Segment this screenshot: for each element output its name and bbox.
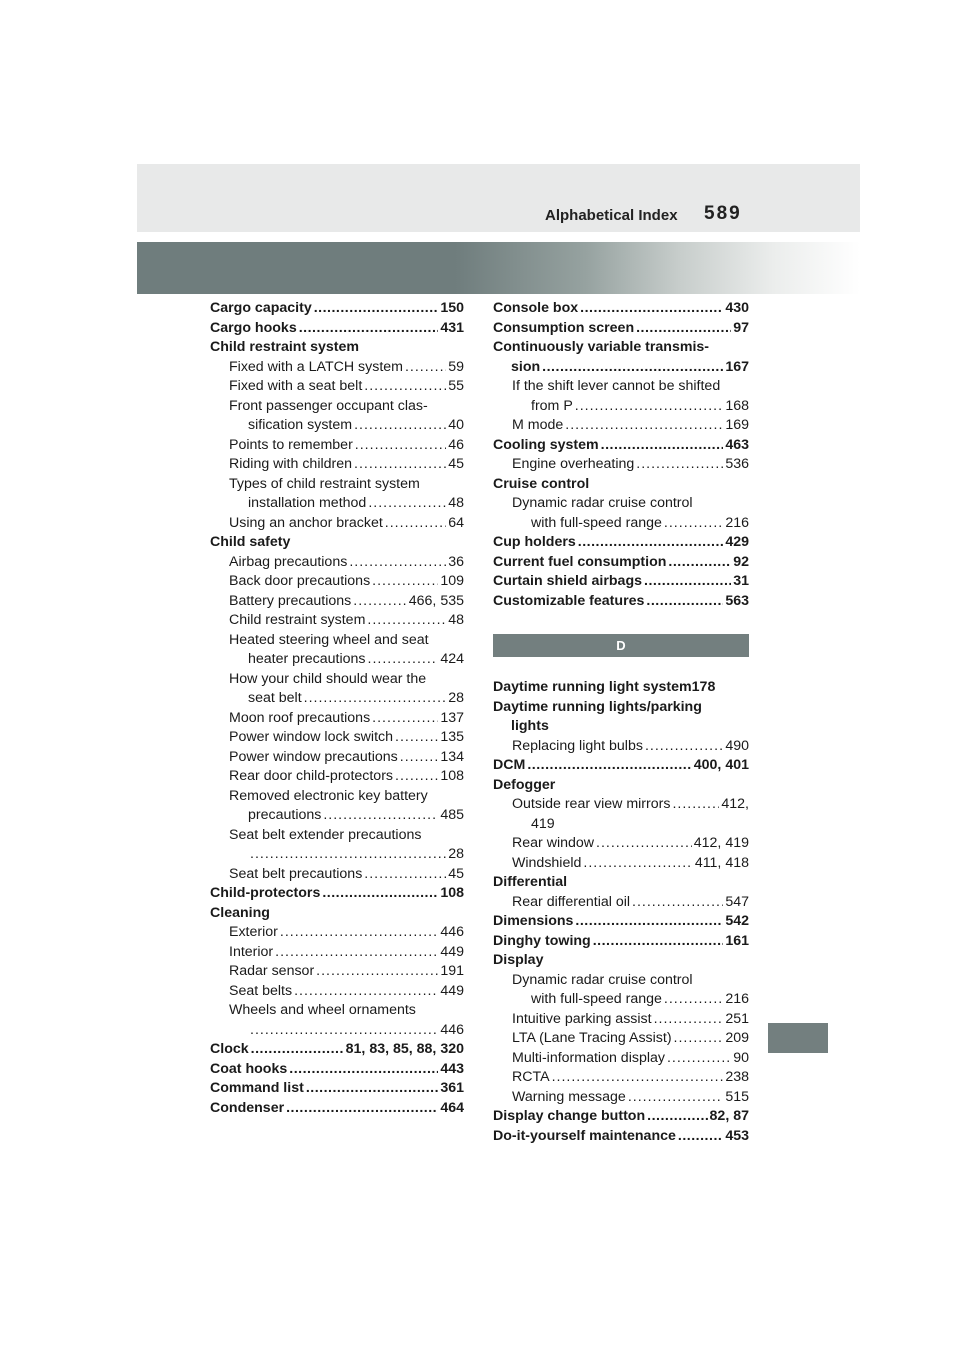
- index-entry: [210, 455, 464, 475]
- index-column-right: [493, 299, 749, 1146]
- index-entry: [493, 893, 749, 913]
- index-entry-page: 515: [725, 1088, 749, 1105]
- index-entry: [493, 756, 749, 776]
- dot-leader: [323, 806, 438, 826]
- index-entry-label: sification system: [248, 417, 353, 433]
- dot-leader: [354, 455, 446, 475]
- dot-leader: [632, 893, 723, 913]
- dot-leader: [578, 533, 724, 553]
- index-entry-label: Power window lock switch: [229, 729, 394, 745]
- index-entry: [210, 553, 464, 573]
- index-entry-label: Cargo capacity: [210, 300, 312, 316]
- index-entry-label: Heated steering wheel and seat: [229, 631, 429, 648]
- index-entry: [493, 1107, 749, 1127]
- index-entry-page: 463: [725, 436, 749, 453]
- index-entry-page: 167: [725, 358, 749, 375]
- index-entry: [210, 709, 464, 729]
- index-entry-label: RCTA: [512, 1069, 550, 1085]
- index-entry: [493, 572, 749, 592]
- dot-leader: [289, 1060, 438, 1080]
- index-entry: [210, 299, 464, 319]
- index-entry-label: Console box: [493, 300, 579, 316]
- index-entry-label: Child safety: [210, 534, 291, 550]
- dot-leader: [596, 834, 692, 854]
- index-entry-label: Current fuel consumption: [493, 553, 667, 570]
- index-entry: [493, 319, 749, 339]
- dot-leader: [275, 943, 438, 963]
- index-entry: [493, 990, 749, 1010]
- index-entry-page: 547: [725, 893, 749, 910]
- dot-leader: [304, 689, 447, 709]
- index-entry: [210, 748, 464, 768]
- index-entry: [493, 698, 749, 718]
- index-entry-page: 137: [440, 709, 464, 726]
- dot-leader: [575, 912, 723, 932]
- index-entry: [493, 494, 749, 514]
- dot-leader: [250, 845, 446, 865]
- index-entry: [493, 299, 749, 319]
- dot-leader: [280, 923, 438, 943]
- index-entry-label: Clock: [210, 1041, 249, 1057]
- index-entry-page: 45: [448, 865, 464, 882]
- index-entry-page: 361: [440, 1080, 464, 1096]
- index-entry-page: 400, 401: [693, 757, 749, 773]
- index-entry: [210, 631, 464, 651]
- index-entry-label: Using an anchor bracket: [229, 514, 383, 531]
- index-entry-page: 48: [448, 495, 464, 511]
- index-entry: [493, 1088, 749, 1108]
- index-entry: [210, 943, 464, 963]
- dot-leader: [674, 1029, 724, 1049]
- dot-leader: [286, 1099, 438, 1119]
- index-entry-label: Daytime running light system178: [493, 679, 716, 695]
- index-entry-page: 135: [440, 729, 464, 745]
- index-entry-label: Battery precautions: [229, 592, 352, 609]
- index-entry: [493, 971, 749, 991]
- dot-leader: [580, 299, 723, 319]
- index-entry: [210, 397, 464, 417]
- index-entry-label: Intuitive parking assist: [512, 1010, 652, 1027]
- index-entry-page: 109: [440, 573, 464, 589]
- index-entry: [210, 436, 464, 456]
- dot-leader: [542, 358, 723, 378]
- header-gradient-bar: [137, 242, 860, 294]
- index-entry-page: 209: [725, 1030, 749, 1046]
- index-entry-page: 251: [725, 1010, 749, 1027]
- index-entry: [210, 962, 464, 982]
- index-entry: [493, 737, 749, 757]
- dot-leader: [636, 319, 731, 339]
- index-entry: [210, 826, 464, 846]
- index-entry: [493, 533, 749, 553]
- section-header-d: D: [493, 634, 749, 657]
- index-entry-label: Cargo hooks: [210, 319, 297, 336]
- index-entry-label: Engine overheating: [512, 456, 635, 472]
- index-entry: [210, 1079, 464, 1099]
- dot-leader: [364, 865, 446, 885]
- index-entry-page: 449: [440, 982, 464, 999]
- index-entry-label: Interior: [229, 943, 274, 960]
- index-entry-label: Airbag precautions: [229, 553, 348, 570]
- dot-leader: [667, 1049, 731, 1069]
- dot-leader: [395, 767, 438, 787]
- index-entry-label: lights: [511, 718, 549, 734]
- index-entry: [493, 416, 749, 436]
- index-entry: [210, 338, 464, 358]
- index-entry-page: 97: [733, 319, 749, 336]
- index-entry-label: Outside rear view mirrors: [512, 796, 671, 812]
- dot-leader: [395, 728, 438, 748]
- index-entry: [210, 494, 464, 514]
- index-entry-label: from P: [531, 397, 573, 414]
- index-entry-page: 453: [725, 1127, 749, 1144]
- index-entry: [210, 865, 464, 885]
- dot-leader: [646, 592, 723, 612]
- index-entry: [493, 912, 749, 932]
- index-section-c-continued: [493, 299, 749, 611]
- index-entry: [493, 854, 749, 874]
- dot-leader: [364, 377, 446, 397]
- index-entry-label: Cooling system: [493, 436, 599, 453]
- index-entry: [493, 815, 749, 835]
- index-entry-page: 168: [725, 397, 749, 414]
- index-entry: [493, 338, 749, 358]
- index-entry-label: Back door precautions: [229, 573, 371, 589]
- index-entry: [493, 377, 749, 397]
- index-entry-label: Riding with children: [229, 456, 353, 472]
- index-entry-page: 443: [440, 1060, 464, 1077]
- index-entry-label: Child restraint system: [210, 339, 360, 355]
- dot-leader: [372, 709, 438, 729]
- index-entry-page: 36: [448, 553, 464, 570]
- index-entry-label: Cruise control: [493, 475, 590, 492]
- index-entry-label: If the shift lever cannot be shifted: [512, 378, 721, 394]
- index-entry: [210, 1001, 464, 1021]
- index-entry-page: 108: [440, 768, 464, 784]
- index-entry-page: 216: [725, 991, 749, 1007]
- dot-leader: [385, 514, 446, 534]
- index-entry: [493, 717, 749, 737]
- dot-leader: [645, 737, 723, 757]
- index-entry: [210, 728, 464, 748]
- index-entry-label: Rear door child-protectors: [229, 768, 394, 784]
- index-entry-label: How your child should wear the: [229, 670, 427, 687]
- index-entry: [210, 377, 464, 397]
- index-entry-label: precautions: [248, 807, 322, 823]
- index-entry-label: Child-protectors: [210, 885, 321, 901]
- index-entry-page: 161: [725, 932, 749, 949]
- dot-leader: [593, 932, 724, 952]
- dot-leader: [636, 455, 723, 475]
- index-entry-label: Exterior: [229, 924, 278, 940]
- index-entry: [210, 767, 464, 787]
- index-entry: [493, 455, 749, 475]
- index-entry-page: 134: [440, 748, 464, 765]
- index-entry-label: Dynamic radar cruise control: [512, 971, 693, 988]
- index-entry: [210, 475, 464, 495]
- dot-leader: [672, 795, 719, 815]
- dot-leader: [664, 514, 723, 534]
- index-entry-page: 150: [440, 300, 464, 316]
- index-entry-label: Power window precautions: [229, 748, 398, 765]
- index-entry: [210, 904, 464, 924]
- index-entry-label: Removed electronic key battery: [229, 787, 428, 804]
- index-entry: [493, 776, 749, 796]
- index-entry: [210, 1099, 464, 1119]
- index-entry-label: 419: [531, 815, 555, 832]
- index-entry-page: 429: [725, 534, 749, 550]
- index-entry: [493, 1127, 749, 1147]
- index-entry-label: Daytime running lights/parking: [493, 698, 702, 715]
- index-entry: [210, 982, 464, 1002]
- index-entry-page: 536: [725, 456, 749, 472]
- index-entry-label: with full-speed range: [531, 991, 662, 1007]
- index-entry: [210, 670, 464, 690]
- dot-leader: [628, 1088, 724, 1108]
- index-entry-label: Rear window: [512, 835, 595, 851]
- index-entry-page: 485: [440, 807, 464, 823]
- index-entry: [210, 1060, 464, 1080]
- index-entry-page: 81, 83, 85, 88, 320: [345, 1041, 464, 1057]
- page-number: 589: [704, 203, 742, 224]
- index-entry-label: M mode: [512, 417, 564, 433]
- index-entry-page: 64: [448, 514, 464, 531]
- index-entry-page: 28: [448, 846, 464, 862]
- dot-leader: [647, 1107, 707, 1127]
- dot-leader: [400, 748, 439, 768]
- index-entry-page: 449: [440, 943, 464, 960]
- index-entry: [210, 514, 464, 534]
- dot-leader: [664, 990, 723, 1010]
- index-entry-label: Dimensions: [493, 913, 574, 929]
- index-entry: [493, 475, 749, 495]
- index-entry-label: Radar sensor: [229, 963, 315, 979]
- index-entry-page: 464: [440, 1099, 464, 1116]
- dot-leader: [314, 299, 439, 319]
- dot-leader: [299, 319, 439, 339]
- index-entry: [493, 873, 749, 893]
- index-entry-label: Condenser: [210, 1099, 285, 1116]
- index-entry-page: 238: [725, 1069, 749, 1085]
- dot-leader: [565, 416, 723, 436]
- index-entry-label: Fixed with a seat belt: [229, 378, 363, 394]
- index-entry-label: Cup holders: [493, 534, 576, 550]
- index-entry: [210, 923, 464, 943]
- dot-leader: [322, 884, 438, 904]
- dot-leader: [251, 1040, 344, 1060]
- index-entry-label: Seat belts: [229, 982, 293, 999]
- index-entry: [210, 806, 464, 826]
- index-entry: [493, 436, 749, 456]
- index-entry: [493, 397, 749, 417]
- index-entry-page: 169: [725, 417, 749, 433]
- index-entry-page: 430: [725, 300, 749, 316]
- index-entry: [493, 1068, 749, 1088]
- index-entry: [493, 1029, 749, 1049]
- index-entry-page: 216: [725, 514, 749, 531]
- index-entry-label: Coat hooks: [210, 1060, 288, 1077]
- index-entry: [210, 572, 464, 592]
- index-entry-label: Defogger: [493, 776, 556, 793]
- index-entry-label: Child restraint system: [229, 612, 366, 628]
- index-entry: [210, 787, 464, 807]
- index-entry-label: Points to remember: [229, 436, 353, 453]
- index-entry-label: Rear differential oil: [512, 893, 631, 910]
- index-section-d: [493, 678, 749, 1146]
- dot-leader: [575, 397, 724, 417]
- dot-leader: [552, 1068, 724, 1088]
- dot-leader: [250, 1021, 438, 1041]
- index-entry-label: Cleaning: [210, 904, 270, 921]
- index-entry-page: 431: [440, 319, 464, 336]
- index-entry-label: Windshield: [512, 854, 582, 871]
- dot-leader: [294, 982, 438, 1002]
- index-entry-label: Replacing light bulbs: [512, 737, 643, 754]
- index-entry-page: 411, 418: [694, 854, 749, 871]
- dot-leader: [678, 1127, 723, 1147]
- index-entry-page: 45: [448, 456, 464, 472]
- dot-leader: [306, 1079, 439, 1099]
- index-entry-page: 490: [725, 737, 749, 754]
- index-entry-page: 55: [448, 378, 464, 394]
- index-entry-page: 40: [448, 417, 464, 433]
- page-header-title: Alphabetical Index: [545, 207, 678, 224]
- index-entry-label: Fixed with a LATCH system: [229, 358, 403, 375]
- index-entry: [210, 1040, 464, 1060]
- index-entry-page: 59: [448, 358, 464, 375]
- index-entry-page: 28: [448, 690, 464, 706]
- index-entry-label: Continuously variable transmis-: [493, 339, 710, 355]
- index-entry-label: sion: [511, 358, 541, 375]
- index-entry-label: LTA (Lane Tracing Assist): [512, 1030, 672, 1046]
- index-entry: [210, 319, 464, 339]
- index-entry-label: Dinghy towing: [493, 932, 591, 949]
- index-entry-page: 92: [733, 553, 749, 570]
- dot-leader: [316, 962, 438, 982]
- index-entry-page: 48: [448, 612, 464, 628]
- index-entry-label: Consumption screen: [493, 319, 635, 336]
- index-entry: [210, 650, 464, 670]
- dot-leader: [601, 436, 724, 456]
- index-entry: [493, 358, 749, 378]
- index-entry-page: 191: [440, 963, 464, 979]
- index-entry-label: Moon roof precautions: [229, 709, 371, 726]
- index-column-left: [210, 299, 464, 1118]
- dot-leader: [368, 650, 439, 670]
- index-entry: [493, 678, 749, 698]
- index-entry: [210, 1021, 464, 1041]
- index-entry-label: Command list: [210, 1080, 304, 1096]
- index-entry-page: 90: [733, 1049, 749, 1066]
- index-entry: [210, 592, 464, 612]
- index-entry-label: Wheels and wheel ornaments: [229, 1002, 416, 1018]
- dot-leader: [527, 756, 691, 776]
- index-entry-label: Warning message: [512, 1088, 626, 1105]
- index-entry: [493, 592, 749, 612]
- header-band: [137, 164, 860, 232]
- index-entry-page: 563: [725, 592, 749, 609]
- index-entry-label: Display: [493, 952, 544, 968]
- index-entry: [493, 553, 749, 573]
- dot-leader: [354, 416, 446, 436]
- index-entry-label: Seat belt extender precautions: [229, 826, 422, 843]
- index-entry: [493, 932, 749, 952]
- index-entry: [493, 795, 749, 815]
- index-entry-label: Customizable features: [493, 592, 645, 609]
- index-entry: [210, 845, 464, 865]
- index-entry: [210, 611, 464, 631]
- index-entry: [493, 1010, 749, 1030]
- index-entry: [210, 358, 464, 378]
- index-entry-label: Front passenger occupant clas-: [229, 397, 428, 414]
- dot-leader: [668, 553, 731, 573]
- index-entry-page: 466, 535: [408, 592, 464, 609]
- dot-leader: [349, 553, 446, 573]
- index-entry: [493, 834, 749, 854]
- index-entry: [493, 951, 749, 971]
- dot-leader: [654, 1010, 724, 1030]
- index-entry-label: Dynamic radar cruise control: [512, 495, 693, 511]
- index-entry-label: Differential: [493, 874, 568, 890]
- index-entry-label: Types of child restraint system: [229, 475, 420, 492]
- index-entry: [210, 884, 464, 904]
- index-entry-page: 108: [440, 885, 464, 901]
- index-entry-label: Seat belt precautions: [229, 865, 363, 882]
- dot-leader: [355, 436, 446, 456]
- index-entry: [210, 416, 464, 436]
- index-entry-page: 412,: [721, 796, 749, 812]
- index-entry-page: 46: [448, 436, 464, 453]
- index-entry-label: installation method: [248, 495, 367, 511]
- dot-leader: [644, 572, 731, 592]
- dot-leader: [353, 592, 407, 612]
- index-entry-page: 446: [440, 924, 464, 940]
- index-entry-page: 31: [733, 573, 749, 589]
- index-entry: [493, 514, 749, 534]
- index-entry-page: 82, 87: [709, 1108, 749, 1124]
- index-entry: [493, 1049, 749, 1069]
- dot-leader: [368, 494, 446, 514]
- index-entry-label: Curtain shield airbags: [493, 573, 643, 589]
- index-entry: [210, 533, 464, 553]
- dot-leader: [372, 572, 438, 592]
- index-entry-label: Do-it-yourself maintenance: [493, 1127, 676, 1144]
- index-entry-label: DCM: [493, 757, 526, 773]
- thumb-index-tab: [768, 1023, 828, 1053]
- dot-leader: [367, 611, 446, 631]
- dot-leader: [405, 358, 446, 378]
- index-entry-label: Multi-information display: [512, 1049, 665, 1066]
- index-entry-page: 424: [440, 651, 464, 667]
- index-entry-label: heater precautions: [248, 651, 366, 667]
- index-entry-label: Display change button: [493, 1108, 646, 1124]
- index-entry-page: 446: [440, 1021, 464, 1038]
- dot-leader: [583, 854, 692, 874]
- index-entry-page: 542: [725, 913, 749, 929]
- index-entry-label: with full-speed range: [531, 514, 662, 531]
- index-entry-label: seat belt: [248, 690, 302, 706]
- index-entry-page: 412, 419: [693, 835, 749, 851]
- index-entry: [210, 689, 464, 709]
